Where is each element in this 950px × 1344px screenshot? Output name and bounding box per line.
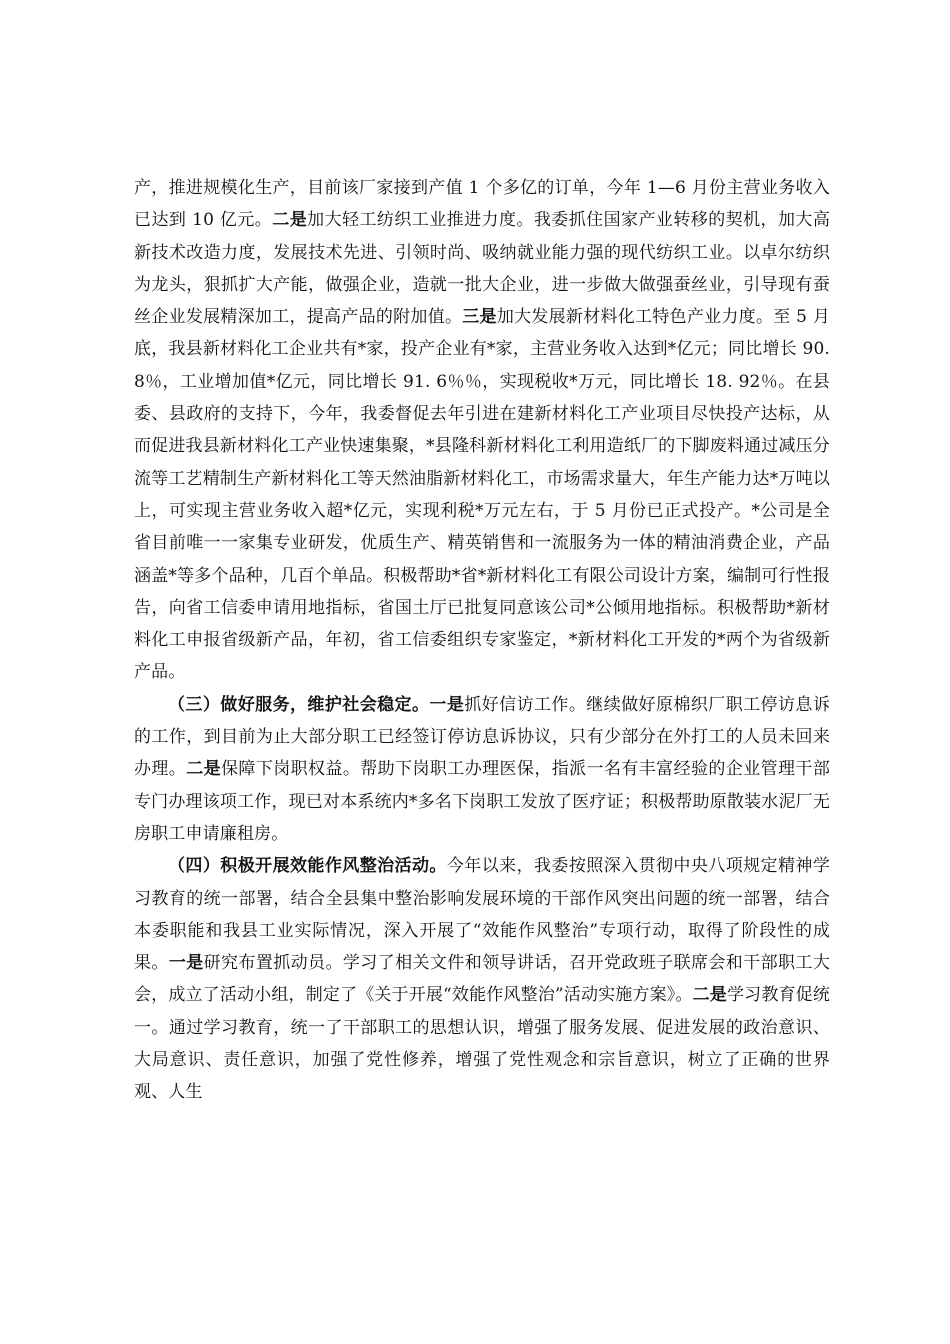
text-segment: 研究布置抓动员。学习了相关文件和领导讲话，召开党政班子联席会和干部职工大会，成立了活动小组，制定了《关于开展“效能作风整治”活动实施方案》。 bbox=[134, 953, 830, 1006]
text-segment: 加大轻工纺织工业推进力度。我委抓住国家产业转移的契机，加大高新技术改造力度，发展技术先进、引领时尚、吸纳就业能力强的现代纺织工业。以卓尔纺织为龙头，狠抓扩大产能，做强企业，造就一批大企业，进一步做大做强蚕丝业，引导现有蚕丝企业发展精深加工，提高产品的附加值。 bbox=[134, 210, 830, 328]
bold-marker-second: 二是 bbox=[272, 210, 308, 231]
paragraph-industry-progress bbox=[134, 172, 830, 689]
section-heading-four: （四）积极开展效能作风整治活动。 bbox=[168, 856, 447, 877]
bold-marker-second: 二是 bbox=[186, 759, 222, 780]
paragraph-section-three bbox=[134, 689, 830, 850]
text-segment: 今年以来，我委按照深入贯彻中央八项规定精神学习教育的统一部署，结合全县集中整治影响发展环境的干部作风突出问题的统一部署，结合本委职能和我县工业实际情况，深入开展了“效能作风整治”专项行动，取得了阶段性的成果。 bbox=[134, 856, 830, 974]
bold-marker-second: 二是 bbox=[692, 985, 727, 1006]
bold-marker-first: 一是 bbox=[168, 953, 204, 974]
section-heading-three: （三）做好服务，维护社会稳定。一是 bbox=[168, 694, 465, 715]
text-segment: 加大发展新材料化工特色产业力度。至 5 月底，我县新材料化工企业共有*家，投产企业有*家，主营业务收入达到*亿元；同比增长 90. 8％，工业增加值*亿元，同比增长 91. 6％％，实现税收*万元，同比增长 18. 92％。在县委、县政府的支持下，今年，我委督促去年引进在建新材料化工产业项目尽快投产达标，从而促进我县新材料化工产业快速集聚，*县隆科新材料化工利用造纸厂的下脚废料通过减压分流等工艺精制生产新材料化工等天然油脂新材料化工，市场需求量大，年生产能力达*万吨以上，可实现主营业务收入超*亿元，实现利税*万元左右，于 5 月份已正式投产。*公司是全省目前唯一一家集专业研发，优质生产、精英销售和一流服务为一体的精油消费企业，产品涵盖*等多个品种，几百个单品。积极帮助*省*新材料化工有限公司设计方案，编制可行性报告，向省工信委申请用地指标，省国土厅已批复同意该公司*公倾用地指标。积极帮助*新材料化工申报省级新产品，年初，省工信委组织专家鉴定，*新材料化工开发的*两个为省级新产品。 bbox=[134, 307, 830, 683]
body-text bbox=[134, 172, 830, 1109]
paragraph-section-four bbox=[134, 850, 830, 1108]
text-segment: 保障下岗职权益。帮助下岗职工办理医保，指派一名有丰富经验的企业管理干部专门办理该项工作，现已对本系统内*多名下岗职工发放了医疗证；积极帮助原散装水泥厂无房职工申请廉租房。 bbox=[134, 759, 830, 844]
text-segment: 产，推进规模化生产，目前该厂家接到产值 1 个多亿的订单，今年 1—6 月份主营业务收入已达到 10 亿元。 bbox=[134, 178, 830, 231]
text-segment: 抓好信访工作。继续做好原棉织厂职工停访息诉的工作，到目前为止大部分职工已经签订停访息诉协议，只有少部分在外打工的人员未回来办理。 bbox=[134, 694, 830, 780]
text-segment: 学习教育促统一。通过学习教育，统一了干部职工的思想认识，增强了服务发展、促进发展的政治意识、大局意识、责任意识，加强了党性修养，增强了党性观念和宗旨意识，树立了正确的世界观、人生 bbox=[134, 985, 830, 1103]
bold-marker-third: 三是 bbox=[462, 307, 497, 328]
